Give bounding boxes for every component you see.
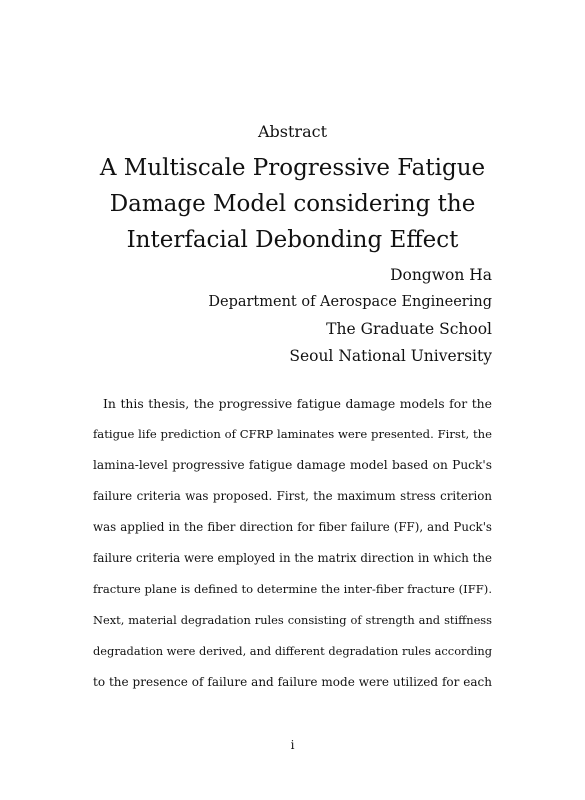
body-line: fracture plane is defined to determine the inter-fiber fracture (IFF). [93, 582, 492, 596]
university: Seoul National University [289, 347, 492, 365]
body-line: In this thesis, the progressive fatigue damage models for the [103, 396, 492, 411]
body-line: fatigue life prediction of CFRP laminates were presented. First, the [93, 427, 492, 441]
author-block [208, 262, 492, 370]
title-line: Interfacial Debonding Effect [126, 227, 459, 253]
body-line: lamina-level progressive fatigue damage model based on Puck's [93, 458, 492, 472]
author-name: Dongwon Ha [390, 266, 492, 284]
page-number: i [290, 738, 295, 752]
body-line: failure criteria was proposed. First, the maximum stress criterion [93, 489, 492, 503]
body-line: to the presence of failure and failure mode were utilized for each [93, 675, 492, 689]
title-line: A Multiscale Progressive Fatigue [99, 155, 486, 181]
title-line: Damage Model considering the [109, 191, 476, 217]
department: Department of Aerospace Engineering [208, 294, 492, 310]
body-line: degradation were derived, and different degradation rules according [93, 644, 493, 658]
graduate-school: The Graduate School [326, 320, 492, 338]
abstract-heading: Abstract [257, 122, 327, 141]
thesis-title [60, 150, 525, 258]
body-line: failure criteria were employed in the matrix direction in which the [93, 551, 492, 565]
abstract-body [93, 388, 492, 698]
body-line: Next, material degradation rules consisting of strength and stiffness [93, 613, 492, 627]
body-line: was applied in the fiber direction for fiber failure (FF), and Puck's [93, 520, 492, 534]
